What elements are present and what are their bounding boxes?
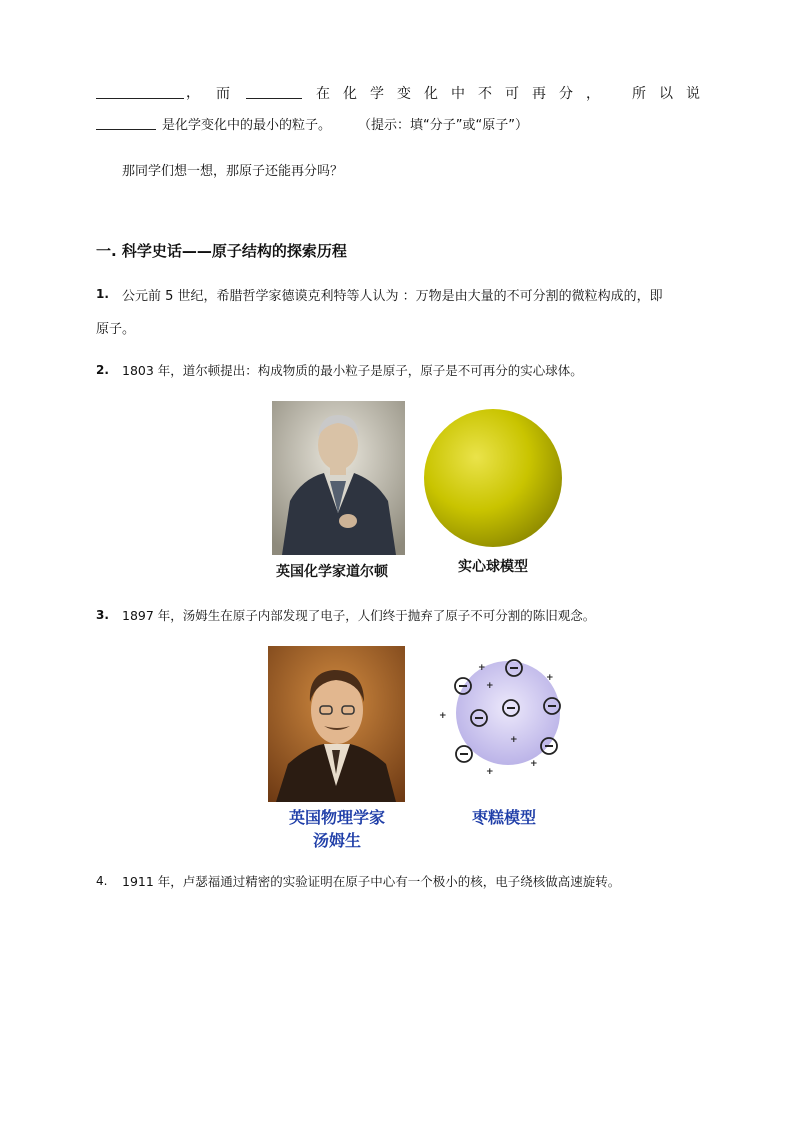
item-number: 3.: [96, 608, 109, 622]
char: 学: [370, 86, 384, 102]
thomson-caption: [272, 805, 402, 851]
dalton-caption: 英国化学家道尔顿: [276, 564, 388, 580]
plum-pudding-model: [434, 658, 570, 778]
thomson-caption-line1: 英国物理学家: [288, 808, 385, 827]
item-number: 1.: [96, 287, 109, 301]
item-number: 4.: [96, 874, 108, 888]
thomson-caption-line2: 汤姆生: [312, 831, 361, 850]
svg-text:+: +: [530, 759, 538, 769]
char: 可: [505, 86, 519, 102]
svg-text:+: +: [546, 673, 554, 683]
char: 说: [686, 86, 700, 102]
svg-text:+: +: [510, 735, 518, 745]
item-number: 2.: [96, 363, 109, 377]
char: 再: [532, 86, 546, 102]
char: 分: [559, 86, 573, 102]
answer-blank-1[interactable]: [96, 84, 184, 99]
svg-text:+: +: [439, 711, 447, 721]
solid-model-caption: 实心球模型: [458, 559, 528, 575]
pudding-caption: 枣糕模型: [472, 808, 537, 827]
char: 变: [397, 86, 411, 102]
item-text: 公元前 5 世纪，希腊哲学家德谟克利特等人认为 ：万物是由大量的不可分割的微粒构成的，即: [122, 289, 663, 304]
hint-text: （提示：填“分子”或“原子”）: [358, 118, 528, 133]
section-title: 一. 科学史话——原子结构的探索历程: [96, 242, 347, 260]
char: 以: [659, 86, 673, 102]
char: 不: [478, 86, 492, 102]
char: ，: [586, 86, 600, 102]
svg-text:+: +: [478, 663, 486, 673]
item-text: 1911 年，卢瑟福通过精密的实验证明在原子中心有一个极小的核，电子绕核做高速旋转。: [122, 874, 621, 889]
svg-text:+: +: [486, 767, 494, 777]
line2-text: 是化学变化中的最小的粒子。: [162, 118, 332, 133]
char: 化: [424, 86, 438, 102]
item-text: 1803 年，道尔顿提出：构成物质的最小粒子是原子，原子是不可再分的实心球体。: [122, 363, 583, 378]
comma: ，: [186, 85, 200, 101]
char: 所: [632, 86, 646, 102]
word-er: 而: [216, 86, 230, 102]
thomson-portrait: [268, 646, 405, 802]
dalton-portrait: [272, 401, 405, 555]
char: 化: [343, 86, 357, 102]
item-text-cont: 原子。: [96, 322, 136, 337]
char: 中: [451, 86, 465, 102]
answer-blank-3[interactable]: [96, 115, 156, 130]
answer-blank-2[interactable]: [246, 84, 302, 99]
char: 在: [316, 86, 330, 102]
svg-text:+: +: [486, 681, 494, 691]
solid-sphere-model: [420, 405, 566, 551]
item-text: 1897 年，汤姆生在原子内部发现了电子，人们终于抛弃了原子不可分割的陈旧观念。: [122, 608, 596, 623]
question-text: 那同学们想一想，那原子还能再分吗？: [122, 164, 344, 179]
